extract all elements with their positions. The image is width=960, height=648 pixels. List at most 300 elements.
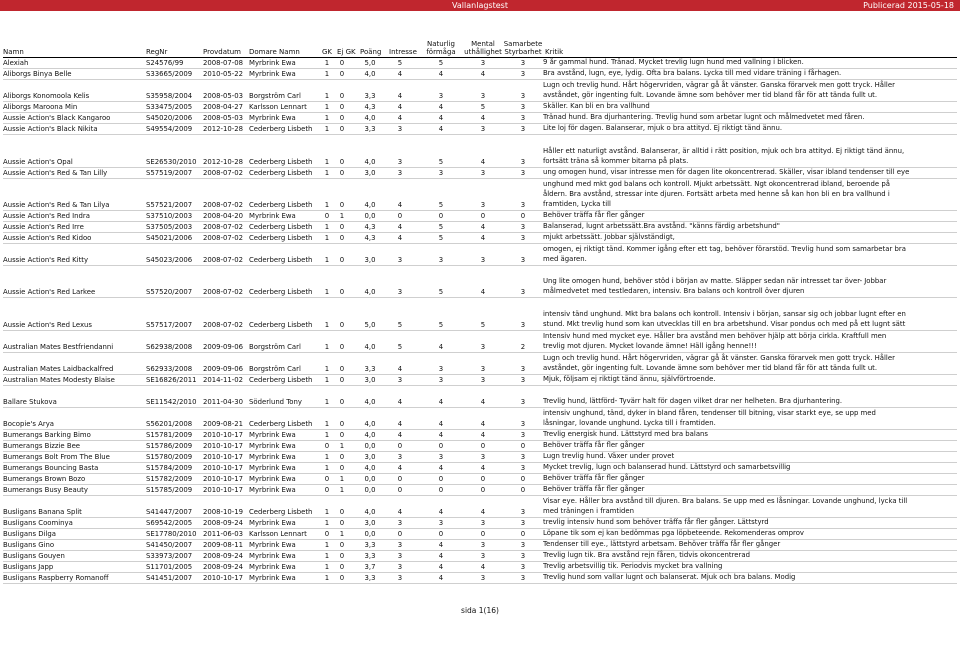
cell-nat: 3 xyxy=(438,256,444,264)
col-regnr: RegNr xyxy=(146,48,168,56)
cell-regnr: S24576/99 xyxy=(146,59,184,67)
cell-regnr: S15785/2009 xyxy=(146,486,193,494)
cell-kritik xyxy=(543,473,955,483)
cell-gk: 1 xyxy=(324,376,330,384)
cell-ejgk: 0 xyxy=(339,431,345,439)
cell-regnr: S69542/2005 xyxy=(146,519,193,527)
cell-namn: Ballare Stukova xyxy=(3,398,57,406)
cell-kritik xyxy=(543,146,955,166)
cell-datum: 2008-07-02 xyxy=(203,201,244,209)
table-row xyxy=(3,572,957,584)
cell-regnr: S57521/2007 xyxy=(146,201,193,209)
cell-ejgk: 0 xyxy=(339,125,345,133)
cell-ment: 3 xyxy=(480,376,486,384)
kritik-line: Trevlig arbetsvillig tik. Periodvis mycket bra vallning xyxy=(543,562,723,570)
cell-datum: 2010-05-22 xyxy=(203,70,244,78)
cell-namn: Aussie Action's Red Kitty xyxy=(3,256,89,264)
cell-gk: 1 xyxy=(324,92,330,100)
cell-ejgk: 0 xyxy=(339,508,345,516)
cell-nat: 3 xyxy=(438,453,444,461)
cell-gk: 1 xyxy=(324,158,330,166)
cell-namn: Aussie Action's Red & Tan Lilly xyxy=(3,169,108,177)
kritik-line: stund. Mkt trevlig hund som kan utvecklas till en bra arbetshund. Visar pondus och med på ett lugnt sätt xyxy=(543,320,906,328)
cell-ment: 4 xyxy=(480,288,486,296)
cell-ejgk: 0 xyxy=(339,70,345,78)
cell-sam: 0 xyxy=(520,442,526,450)
kritik-line: Lite loj för dagen. Balanserar, mjuk o bra attityd. Ej riktigt tänd ännu. xyxy=(543,124,783,132)
cell-sam: 3 xyxy=(520,541,526,549)
cell-datum: 2008-09-24 xyxy=(203,552,244,560)
cell-gk: 1 xyxy=(324,431,330,439)
cell-ment: 3 xyxy=(480,519,486,527)
cell-sam: 3 xyxy=(520,169,526,177)
cell-datum: 2010-10-17 xyxy=(203,486,244,494)
cell-regnr: SE16826/2011 xyxy=(146,376,197,384)
cell-gk: 1 xyxy=(324,234,330,242)
cell-regnr: S49554/2009 xyxy=(146,125,193,133)
cell-gk: 1 xyxy=(324,365,330,373)
cell-nat: 3 xyxy=(438,92,444,100)
cell-gk: 1 xyxy=(324,398,330,406)
cell-sam: 3 xyxy=(520,519,526,527)
cell-nat: 4 xyxy=(438,114,444,122)
kritik-line: ung omogen hund, visar intresse men för dagen lite okoncentrerad. Skäller, visar ibland tendenser till eye xyxy=(543,168,910,176)
cell-gk: 1 xyxy=(324,125,330,133)
cell-regnr: SE11542/2010 xyxy=(146,398,197,406)
cell-ment: 3 xyxy=(480,201,486,209)
kritik-line: Tränad hund. Bra djurhantering. Trevlig hund som arbetar lugnt och målmedvetet med fåren. xyxy=(543,113,865,121)
kritik-line: Tendenser till eye., lättstyrd arbetsam. Behöver träffa får fler gånger xyxy=(543,540,781,548)
cell-poang: 4,3 xyxy=(364,103,376,111)
cell-poang: 0,0 xyxy=(364,530,376,538)
col-mental: Mental uthållighet xyxy=(464,40,502,56)
cell-kritik xyxy=(543,309,955,329)
cell-intr: 5 xyxy=(397,343,403,351)
cell-namn: Aliborgs Konomoola Kelis xyxy=(3,92,90,100)
cell-intr: 4 xyxy=(397,464,403,472)
cell-intr: 3 xyxy=(397,288,403,296)
cell-gk: 0 xyxy=(324,530,330,538)
cell-poang: 5,0 xyxy=(364,321,376,329)
cell-regnr: S15786/2009 xyxy=(146,442,193,450)
cell-sam: 3 xyxy=(520,59,526,67)
cell-poang: 4,0 xyxy=(364,420,376,428)
cell-intr: 4 xyxy=(397,420,403,428)
cell-regnr: S45020/2006 xyxy=(146,114,193,122)
col-kritik: Kritik xyxy=(545,48,564,56)
table-header xyxy=(3,28,957,58)
cell-poang: 3,3 xyxy=(364,574,376,582)
cell-kritik xyxy=(543,429,955,439)
cell-ment: 5 xyxy=(480,321,486,329)
cell-gk: 1 xyxy=(324,321,330,329)
cell-datum: 2012-10-28 xyxy=(203,158,244,166)
cell-kritik xyxy=(543,462,955,472)
cell-nat: 5 xyxy=(438,59,444,67)
cell-ejgk: 0 xyxy=(339,234,345,242)
cell-datum: 2014-11-02 xyxy=(203,376,244,384)
cell-ejgk: 0 xyxy=(339,288,345,296)
kritik-line: intensiv tänd unghund. Mkt bra balans och kontroll. Intensiv i början, sansar sig och jobbar lugnt efter en xyxy=(543,310,906,318)
cell-regnr: S37505/2003 xyxy=(146,223,193,231)
cell-domare: Cederberg Lisbeth xyxy=(249,125,313,133)
cell-poang: 3,3 xyxy=(364,541,376,549)
kritik-line: Behöver träffa får fler gånger xyxy=(543,474,645,482)
cell-ment: 3 xyxy=(480,365,486,373)
cell-ejgk: 0 xyxy=(339,464,345,472)
cell-regnr: S41451/2007 xyxy=(146,574,193,582)
table-row xyxy=(3,243,957,266)
cell-datum: 2008-07-02 xyxy=(203,169,244,177)
cell-gk: 1 xyxy=(324,343,330,351)
cell-nat: 4 xyxy=(438,574,444,582)
cell-gk: 1 xyxy=(324,70,330,78)
cell-namn: Bumerangs Bouncing Basta xyxy=(3,464,99,472)
cell-regnr: S41447/2007 xyxy=(146,508,193,516)
cell-datum: 2010-10-17 xyxy=(203,453,244,461)
cell-kritik xyxy=(543,496,955,516)
cell-regnr: S62933/2008 xyxy=(146,365,193,373)
col-ej-gk: Ej GK xyxy=(337,48,356,56)
cell-poang: 4,0 xyxy=(364,398,376,406)
kritik-line: fortsätt träna så kommer bitarna på plats. xyxy=(543,157,689,165)
cell-gk: 1 xyxy=(324,201,330,209)
cell-domare: Borgström Carl xyxy=(249,365,301,373)
cell-namn: Aussie Action's Opal xyxy=(3,158,73,166)
cell-datum: 2008-04-27 xyxy=(203,103,244,111)
cell-gk: 1 xyxy=(324,420,330,428)
cell-datum: 2009-09-06 xyxy=(203,365,244,373)
cell-sam: 3 xyxy=(520,453,526,461)
cell-poang: 0,0 xyxy=(364,442,376,450)
cell-domare: Cederberg Lisbeth xyxy=(249,234,313,242)
cell-ejgk: 0 xyxy=(339,376,345,384)
cell-gk: 1 xyxy=(324,169,330,177)
cell-regnr: S35958/2004 xyxy=(146,92,193,100)
cell-ment: 0 xyxy=(480,442,486,450)
cell-kritik xyxy=(543,123,955,133)
cell-datum: 2008-07-08 xyxy=(203,59,244,67)
cell-namn: Bumerangs Busy Beauty xyxy=(3,486,88,494)
table-row xyxy=(3,330,957,353)
cell-gk: 1 xyxy=(324,541,330,549)
cell-gk: 1 xyxy=(324,103,330,111)
table-row xyxy=(3,407,957,430)
cell-ment: 3 xyxy=(480,574,486,582)
cell-nat: 4 xyxy=(438,343,444,351)
cell-namn: Busligans Gouyen xyxy=(3,552,65,560)
kritik-line: Bra avstånd, lugn, eye, lydig. Ofta bra balans. Lycka till med vidare träning i fårhagen. xyxy=(543,69,842,77)
document-title: Vallanlagstest xyxy=(452,1,508,10)
table-row xyxy=(3,178,957,211)
cell-poang: 3,0 xyxy=(364,376,376,384)
cell-intr: 3 xyxy=(397,125,403,133)
cell-domare: Cederberg Lisbeth xyxy=(249,376,313,384)
cell-sam: 3 xyxy=(520,365,526,373)
cell-datum: 2008-09-24 xyxy=(203,563,244,571)
cell-nat: 0 xyxy=(438,442,444,450)
cell-domare: Myrbrink Ewa xyxy=(249,212,296,220)
cell-namn: Bumerangs Brown Bozo xyxy=(3,475,86,483)
cell-gk: 0 xyxy=(324,475,330,483)
cell-intr: 3 xyxy=(397,574,403,582)
cell-ment: 4 xyxy=(480,158,486,166)
kritik-line: Intensiv hund med mycket eye. Håller bra avstånd men behöver hjälp att börja cirkla. Kraftfull men xyxy=(543,332,887,340)
table-row xyxy=(3,79,957,102)
cell-ment: 3 xyxy=(480,343,486,351)
cell-intr: 3 xyxy=(397,541,403,549)
cell-namn: Bumerangs Barking Bimo xyxy=(3,431,91,439)
cell-intr: 0 xyxy=(397,442,403,450)
cell-gk: 1 xyxy=(324,464,330,472)
cell-datum: 2010-10-17 xyxy=(203,442,244,450)
col-samarbete: Samarbete Styrbarhet xyxy=(503,40,543,56)
cell-namn: Aussie Action's Red Larkee xyxy=(3,288,96,296)
cell-namn: Aussie Action's Red & Tan Lilya xyxy=(3,201,110,209)
cell-nat: 4 xyxy=(438,420,444,428)
kritik-line: mjukt arbetssätt. Jobbar självständigt, xyxy=(543,233,675,241)
col-gk: GK xyxy=(322,48,333,56)
cell-poang: 4,0 xyxy=(364,508,376,516)
col-domare: Domare Namn xyxy=(249,48,300,56)
cell-poang: 4,0 xyxy=(364,158,376,166)
cell-domare: Cederberg Lisbeth xyxy=(249,223,313,231)
cell-namn: Bumerangs Bolt From The Blue xyxy=(3,453,110,461)
cell-regnr: S33475/2005 xyxy=(146,103,193,111)
kritik-line: målmedvetet med testledaren, intensiv. Bra balans och kontroll över djuren xyxy=(543,287,805,295)
cell-nat: 4 xyxy=(438,563,444,571)
cell-kritik xyxy=(543,232,955,242)
cell-datum: 2008-05-03 xyxy=(203,92,244,100)
table-row xyxy=(3,265,957,298)
cell-sam: 3 xyxy=(520,158,526,166)
cell-datum: 2009-08-11 xyxy=(203,541,244,549)
published-date: Publicerad 2015-05-18 xyxy=(863,1,954,10)
cell-datum: 2008-07-02 xyxy=(203,223,244,231)
kritik-line: Behöver träffa får fler gånger xyxy=(543,485,645,493)
kritik-line: Trevlig lugn tik. Bra avstånd rejn fåren, tidvis okoncentrerad xyxy=(543,551,750,559)
cell-namn: Busligans Dilga xyxy=(3,530,56,538)
kritik-line: intensiv unghund, tänd, dyker in bland fåren, tendenser till bitning, visar starkt eye, se upp med xyxy=(543,409,876,417)
kritik-line: 9 år gammal hund. Tränad. Mycket trevlig lugn hund med vallning i blicken. xyxy=(543,58,804,66)
cell-domare: Cederberg Lisbeth xyxy=(249,420,313,428)
table-row xyxy=(3,297,957,331)
cell-domare: Borgström Carl xyxy=(249,92,301,100)
cell-nat: 4 xyxy=(438,125,444,133)
cell-domare: Karlsson Lennart xyxy=(249,103,307,111)
kritik-line: framtiden, Lycka till xyxy=(543,200,611,208)
cell-poang: 4,0 xyxy=(364,343,376,351)
cell-ment: 3 xyxy=(480,92,486,100)
cell-sam: 2 xyxy=(520,343,526,351)
cell-sam: 3 xyxy=(520,201,526,209)
cell-domare: Myrbrink Ewa xyxy=(249,464,296,472)
cell-ment: 3 xyxy=(480,59,486,67)
cell-nat: 4 xyxy=(438,70,444,78)
cell-poang: 3,0 xyxy=(364,519,376,527)
cell-intr: 0 xyxy=(397,475,403,483)
kritik-line: Trevlig hund som vallar lugnt och balanserat. Mjuk och bra balans. Modig xyxy=(543,573,796,581)
cell-poang: 3,7 xyxy=(364,563,376,571)
cell-kritik xyxy=(543,167,955,177)
cell-nat: 3 xyxy=(438,365,444,373)
cell-gk: 1 xyxy=(324,114,330,122)
cell-gk: 1 xyxy=(324,453,330,461)
cell-kritik xyxy=(543,244,955,264)
cell-ejgk: 0 xyxy=(339,398,345,406)
cell-kritik xyxy=(543,80,955,100)
cell-ment: 4 xyxy=(480,508,486,516)
cell-poang: 4,0 xyxy=(364,201,376,209)
cell-gk: 1 xyxy=(324,563,330,571)
cell-ejgk: 0 xyxy=(339,365,345,373)
cell-ejgk: 1 xyxy=(339,475,345,483)
cell-ejgk: 0 xyxy=(339,541,345,549)
cell-poang: 3,3 xyxy=(364,92,376,100)
cell-kritik xyxy=(543,396,955,406)
cell-ejgk: 1 xyxy=(339,486,345,494)
cell-intr: 4 xyxy=(397,398,403,406)
cell-nat: 4 xyxy=(438,398,444,406)
cell-domare: Myrbrink Ewa xyxy=(249,431,296,439)
cell-datum: 2010-10-17 xyxy=(203,431,244,439)
cell-intr: 5 xyxy=(397,321,403,329)
cell-namn: Australian Mates Laidbackalfred xyxy=(3,365,114,373)
cell-intr: 3 xyxy=(397,519,403,527)
cell-regnr: S11701/2005 xyxy=(146,563,193,571)
cell-poang: 4,0 xyxy=(364,114,376,122)
cell-sam: 3 xyxy=(520,431,526,439)
cell-poang: 3,0 xyxy=(364,453,376,461)
cell-regnr: S15780/2009 xyxy=(146,453,193,461)
cell-sam: 3 xyxy=(520,398,526,406)
col-namn: Namn xyxy=(3,48,24,56)
cell-ejgk: 0 xyxy=(339,158,345,166)
cell-ment: 0 xyxy=(480,475,486,483)
cell-ejgk: 0 xyxy=(339,420,345,428)
cell-domare: Myrbrink Ewa xyxy=(249,442,296,450)
cell-ment: 4 xyxy=(480,464,486,472)
cell-sam: 3 xyxy=(520,223,526,231)
cell-ejgk: 0 xyxy=(339,343,345,351)
cell-domare: Cederberg Lisbeth xyxy=(249,158,313,166)
cell-domare: Cederberg Lisbeth xyxy=(249,288,313,296)
cell-intr: 0 xyxy=(397,212,403,220)
cell-namn: Busligans Raspberry Romanoff xyxy=(3,574,109,582)
cell-nat: 4 xyxy=(438,508,444,516)
cell-poang: 3,3 xyxy=(364,365,376,373)
table-row xyxy=(3,352,957,375)
kritik-line: Visar eye. Håller bra avstånd till djuren. Bra balans. Se upp med es låsningar. Lovande unghund, lycka till xyxy=(543,497,908,505)
cell-sam: 3 xyxy=(520,103,526,111)
cell-ment: 4 xyxy=(480,563,486,571)
page-number: sida 1(16) xyxy=(461,606,499,615)
cell-datum: 2008-04-20 xyxy=(203,212,244,220)
cell-domare: Karlsson Lennart xyxy=(249,530,307,538)
cell-regnr: S37510/2003 xyxy=(146,212,193,220)
cell-domare: Myrbrink Ewa xyxy=(249,453,296,461)
kritik-line: Håller ett naturligt avstånd. Balanserar, är alltid i rätt position, mjuk och bra attityd. Ej riktigt tänd ännu, xyxy=(543,147,905,155)
cell-intr: 4 xyxy=(397,103,403,111)
cell-regnr: S33665/2009 xyxy=(146,70,193,78)
cell-sam: 3 xyxy=(520,508,526,516)
cell-ment: 0 xyxy=(480,212,486,220)
cell-namn: Aussie Action's Red Kidoo xyxy=(3,234,92,242)
cell-gk: 1 xyxy=(324,59,330,67)
cell-datum: 2008-09-24 xyxy=(203,519,244,527)
cell-kritik xyxy=(543,408,955,428)
kritik-line: Lugn och trevlig hund. Hårt högervriden, vägrar gå åt vänster. Ganska förarvek men gott tryck. Håller xyxy=(543,354,895,362)
cell-datum: 2009-08-21 xyxy=(203,420,244,428)
cell-domare: Cederberg Lisbeth xyxy=(249,256,313,264)
cell-datum: 2008-10-19 xyxy=(203,508,244,516)
cell-nat: 4 xyxy=(438,552,444,560)
cell-domare: Cederberg Lisbeth xyxy=(249,169,313,177)
cell-intr: 4 xyxy=(397,92,403,100)
cell-intr: 3 xyxy=(397,169,403,177)
cell-nat: 4 xyxy=(438,103,444,111)
cell-intr: 4 xyxy=(397,431,403,439)
cell-poang: 4,0 xyxy=(364,464,376,472)
cell-nat: 0 xyxy=(438,530,444,538)
kritik-line: Löpane tik som ej kan bedömmas pga löpbeteende. Rekomenderas omprov xyxy=(543,529,804,537)
cell-sam: 3 xyxy=(520,574,526,582)
cell-sam: 3 xyxy=(520,288,526,296)
cell-sam: 3 xyxy=(520,376,526,384)
cell-kritik xyxy=(543,101,955,111)
kritik-line: Trevlig hund, lättförd- Tyvärr halt för dagen vilket drar ner helheten. Bra djurhantering. xyxy=(543,397,843,405)
cell-gk: 0 xyxy=(324,442,330,450)
cell-ment: 0 xyxy=(480,530,486,538)
cell-poang: 4,3 xyxy=(364,223,376,231)
cell-ment: 4 xyxy=(480,431,486,439)
cell-ment: 3 xyxy=(480,256,486,264)
cell-domare: Cederberg Lisbeth xyxy=(249,321,313,329)
cell-nat: 5 xyxy=(438,321,444,329)
cell-intr: 3 xyxy=(397,453,403,461)
cell-sam: 0 xyxy=(520,212,526,220)
cell-sam: 0 xyxy=(520,530,526,538)
cell-nat: 3 xyxy=(438,519,444,527)
cell-regnr: S33973/2007 xyxy=(146,552,193,560)
cell-kritik xyxy=(543,331,955,351)
kritik-line: Mycket trevlig, lugn och balanserad hund. Lättstyrd och samarbetsvillig xyxy=(543,463,791,471)
kritik-line: Trevlig energisk hund. Lättstyrd med bra balans xyxy=(543,430,708,438)
cell-intr: 3 xyxy=(397,563,403,571)
cell-gk: 1 xyxy=(324,256,330,264)
cell-domare: Myrbrink Ewa xyxy=(249,541,296,549)
cell-kritik xyxy=(543,572,955,582)
cell-regnr: S15782/2009 xyxy=(146,475,193,483)
cell-kritik xyxy=(543,440,955,450)
cell-ejgk: 0 xyxy=(339,103,345,111)
cell-poang: 3,0 xyxy=(364,256,376,264)
cell-kritik xyxy=(543,451,955,461)
cell-domare: Myrbrink Ewa xyxy=(249,486,296,494)
cell-kritik xyxy=(543,353,955,373)
cell-intr: 4 xyxy=(397,365,403,373)
cell-gk: 1 xyxy=(324,519,330,527)
cell-namn: Alexiah xyxy=(3,59,29,67)
cell-kritik xyxy=(543,539,955,549)
cell-ejgk: 0 xyxy=(339,563,345,571)
cell-ment: 3 xyxy=(480,552,486,560)
cell-regnr: S15781/2009 xyxy=(146,431,193,439)
cell-namn: Bocopie's Arya xyxy=(3,420,54,428)
kritik-line: Mjuk, följsam ej riktigt tänd ännu, självförtroende. xyxy=(543,375,716,383)
results-table xyxy=(3,28,957,598)
cell-sam: 3 xyxy=(520,256,526,264)
